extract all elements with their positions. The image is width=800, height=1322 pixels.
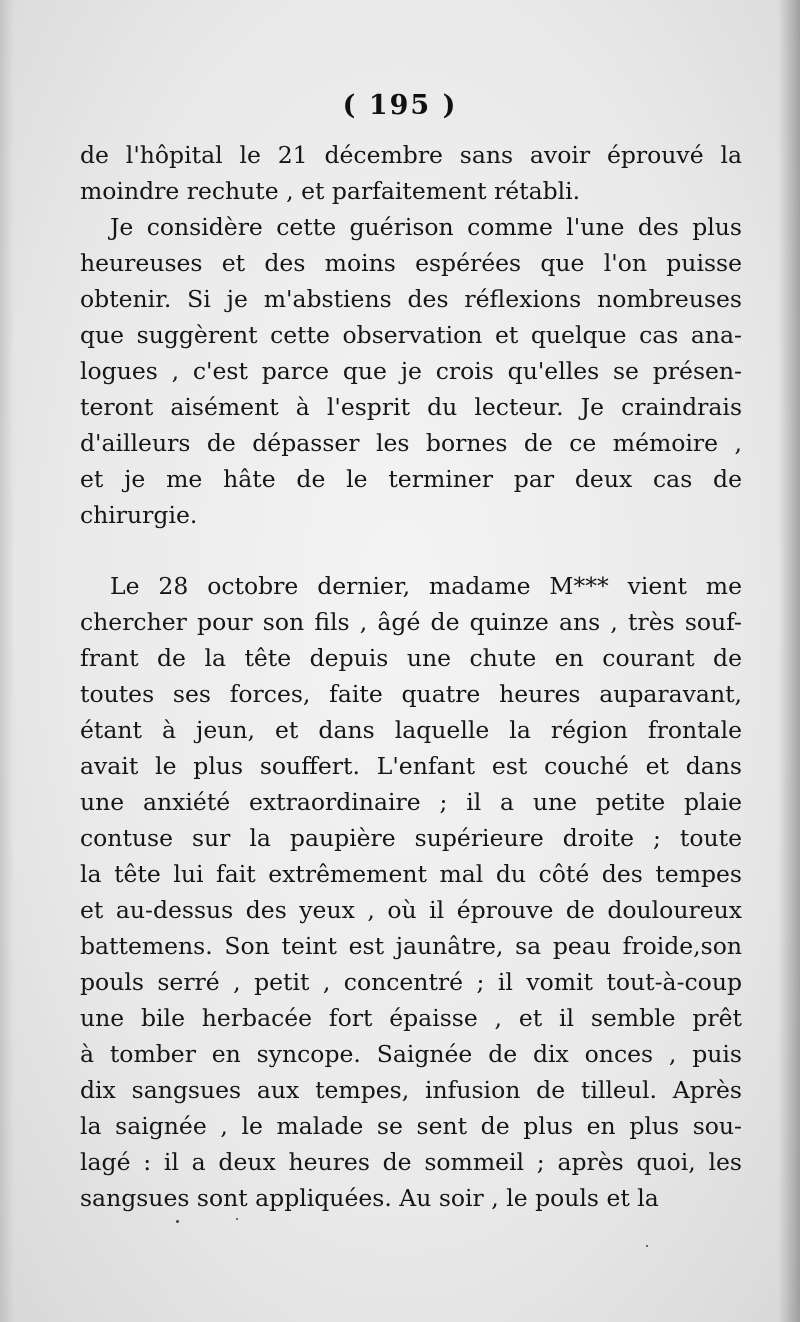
text-line: heureuses et des moins espérées que l'on puisse xyxy=(80,249,742,277)
text-line: obtenir. Si je m'abstiens des réflexions nombreuses xyxy=(80,285,742,313)
text-block-upper xyxy=(80,137,742,533)
text-line: lagé : il a deux heures de sommeil ; après quoi, les xyxy=(80,1148,742,1176)
text-line: la tête lui fait extrêmement mal du côté des tempes xyxy=(80,860,742,888)
text-line: sangsues sont appliquées. Au soir , le pouls et la xyxy=(80,1184,659,1212)
text-line: à tomber en syncope. Saignée de dix onces , puis xyxy=(80,1040,742,1068)
text-line: que suggèrent cette observation et quelque cas ana- xyxy=(80,321,742,349)
text-line: et au-dessus des yeux , où il éprouve de douloureux xyxy=(80,896,742,924)
text-line: la saignée , le malade se sent de plus en plus sou- xyxy=(80,1112,742,1140)
text-line: une anxiété extraordinaire ; il a une petite plaie xyxy=(80,788,742,816)
text-line: teront aisément à l'esprit du lecteur. Je craindrais xyxy=(80,393,742,421)
page-number: ( 195 ) xyxy=(342,90,458,121)
text-line: chirurgie. xyxy=(80,501,198,529)
text-block-lower xyxy=(80,568,742,1216)
text-line: pouls serré , petit , concentré ; il vomit tout-à-coup xyxy=(80,968,742,996)
text-line: chercher pour son fils , âgé de quinze ans , très souf- xyxy=(80,608,742,636)
page-gutter-shadow xyxy=(0,0,14,1322)
paper-speck xyxy=(176,1220,179,1223)
text-line: frant de la tête depuis une chute en courant de xyxy=(80,644,742,672)
text-line: toutes ses forces, faite quatre heures auparavant, xyxy=(80,680,742,708)
text-line: Le 28 octobre dernier, madame M*** vient me xyxy=(110,572,742,600)
text-line: dix sangsues aux tempes, infusion de tilleul. Après xyxy=(80,1076,742,1104)
text-line: logues , c'est parce que je crois qu'elles se présen- xyxy=(80,357,742,385)
text-line: une bile herbacée fort épaisse , et il semble prêt xyxy=(80,1004,742,1032)
text-line: de l'hôpital le 21 décembre sans avoir éprouvé la xyxy=(80,141,742,169)
text-line: moindre rechute , et parfaitement rétabli. xyxy=(80,177,581,205)
text-line: Je considère cette guérison comme l'une des plus xyxy=(110,213,742,241)
text-line: étant à jeun, et dans laquelle la région frontale xyxy=(80,716,742,744)
page-edge-shadow xyxy=(778,0,800,1322)
paper-speck xyxy=(646,1245,648,1247)
text-line: contuse sur la paupière supérieure droite ; toute xyxy=(80,824,742,852)
text-line: et je me hâte de le terminer par deux cas de xyxy=(80,465,742,493)
paper-speck xyxy=(236,1218,238,1220)
text-line: battemens. Son teint est jaunâtre, sa peau froide,son xyxy=(80,932,742,960)
text-line: avait le plus souffert. L'enfant est couché et dans xyxy=(80,752,742,780)
text-line: d'ailleurs de dépasser les bornes de ce mémoire , xyxy=(80,429,742,457)
